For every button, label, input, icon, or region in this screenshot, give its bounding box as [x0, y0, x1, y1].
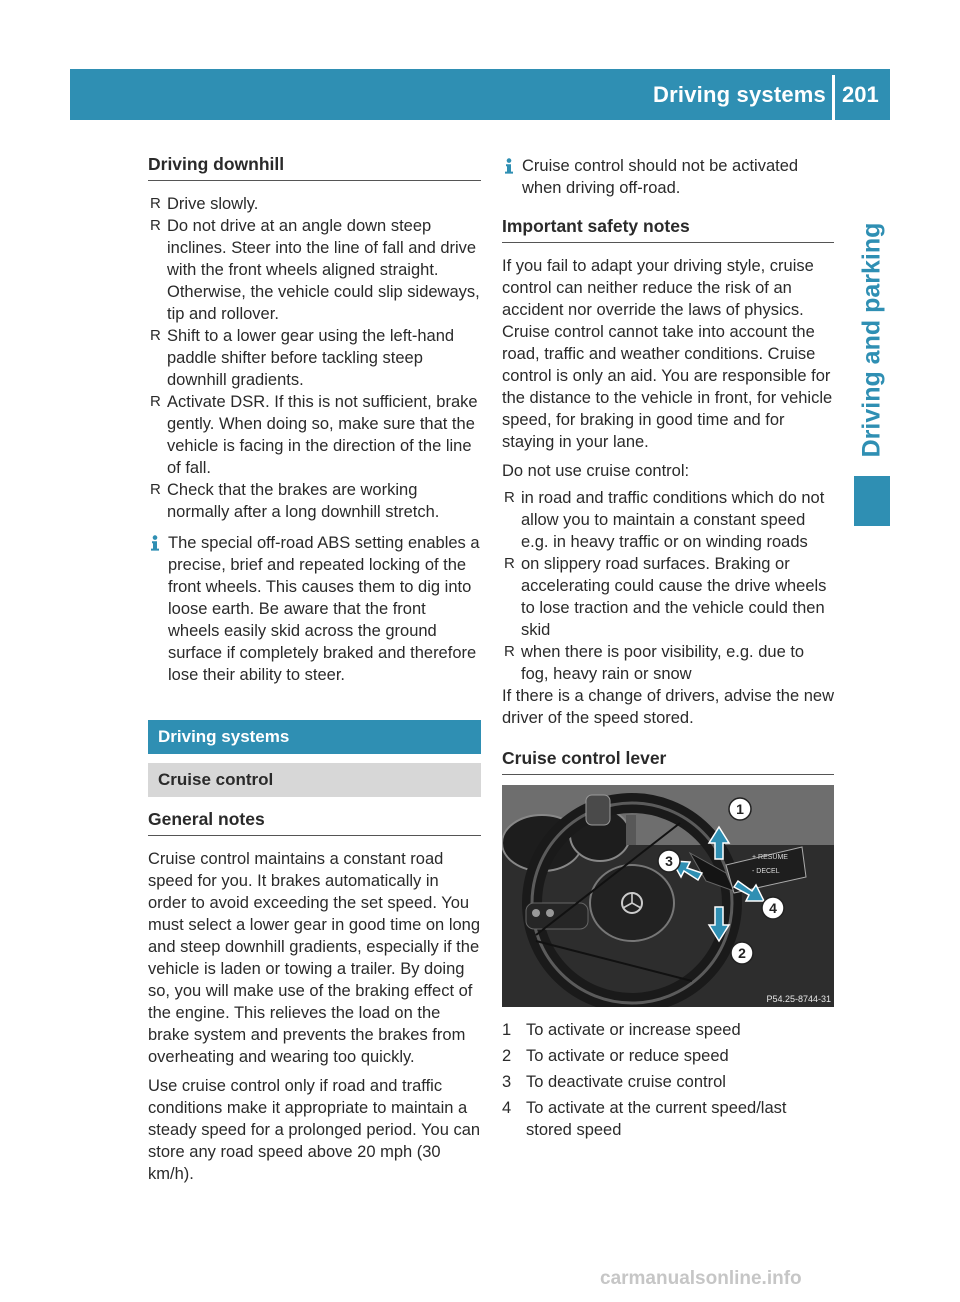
- caption-number: 4: [502, 1099, 512, 1117]
- safety-paragraph: If you fail to adapt your driving style, cruise control can neither reduce the risk of an accident nor override the laws of physics. Cruise control cannot take into account the road, traffic and weather conditions. Cruise control is only an aid. You are responsible for the distance to the vehicle in front, for vehicle speed, for braking in good time and for staying in your lane.: [502, 257, 833, 451]
- bullet-text: Drive slowly.: [167, 195, 259, 213]
- callout-2: [731, 942, 753, 964]
- bullet-text: Check that the brakes are working normally after a long downhill stretch.: [167, 481, 440, 521]
- info-icon: [148, 535, 162, 551]
- info-icon: [502, 158, 516, 174]
- callout-4: [762, 897, 784, 919]
- caption-item: [502, 1019, 834, 1041]
- watermark: carmanualsonline.info: [600, 1268, 802, 1289]
- cruise-section: [148, 720, 481, 1185]
- bullet-item: [148, 193, 481, 215]
- bullet-glyph: R: [150, 217, 161, 234]
- cruise-lever-heading: Cruise control lever: [502, 746, 834, 775]
- side-tab-marker: [854, 476, 890, 526]
- driving-downhill-heading: Driving downhill: [148, 152, 481, 181]
- caption-item: [502, 1045, 834, 1067]
- bullet-glyph: R: [150, 195, 161, 212]
- svg-text:3: 3: [665, 853, 673, 869]
- general-notes-paragraph: Use cruise control only if road and traffic conditions make it appropriate to maintain a steady speed for a prolonged period. You can store any road speed above 20 mph (30 km/h).: [148, 1077, 481, 1183]
- general-notes-paragraph: Cruise control maintains a constant road speed for you. It brakes automatically in order to avoid exceeding the set speed. You must select a lower gear in good time on long and steep downhill gradients, especially if the vehicle is laden or towing a trailer. By doing so, you will make use of the braking effect of the engine. This relieves the load on the brake system and prevents the brakes from overheating and wearing too quickly.: [148, 850, 481, 1066]
- svg-text:2: 2: [738, 945, 746, 961]
- header-divider: [832, 75, 835, 120]
- page-number: 201: [842, 82, 879, 107]
- bullet-text: Shift to a lower gear using the left-hand paddle shifter before tackling steep downhill gradients.: [167, 327, 455, 389]
- bullet-text: Activate DSR. If this is not sufficient, brake gently. When doing so, make sure that the vehicle is facing in the direction of the line of fall.: [167, 393, 478, 477]
- bullet-glyph: R: [504, 555, 515, 572]
- figure-code: P54.25-8744-31: [766, 994, 831, 1004]
- page-header-title: Driving systems: [653, 82, 826, 107]
- bullet-item: [502, 641, 834, 685]
- lever-label-decel: - DECEL: [752, 868, 780, 875]
- caption-item: [502, 1071, 834, 1093]
- lever-label-resume: + RESUME: [752, 854, 788, 861]
- abs-note-text: The special off-road ABS setting enables a precise, brief and repeated locking of the front wheels. This causes them to dig into loose earth. Be aware that the front wheels easily skid across the ground surface if completely braked and therefore lose their ability to steer.: [168, 534, 480, 684]
- right-column: [502, 155, 834, 1141]
- caption-text: To activate or increase speed: [526, 1021, 741, 1039]
- svg-text:1: 1: [736, 801, 744, 817]
- bullet-glyph: R: [504, 489, 515, 506]
- bullet-glyph: R: [150, 481, 161, 498]
- bullet-text: in road and traffic conditions which do not allow you to maintain a constant speed e.g. in heavy traffic or on winding roads: [521, 489, 825, 551]
- bullet-item: [148, 391, 481, 479]
- caption-number: 1: [502, 1021, 512, 1039]
- header-bar: [70, 69, 890, 120]
- side-tab-label: Driving and parking: [857, 222, 886, 458]
- caption-text: To deactivate cruise control: [526, 1073, 726, 1091]
- bullet-text: on slippery road surfaces. Braking or accelerating could cause the drive wheels to lose traction and the vehicle could then skid: [521, 555, 827, 639]
- caption-number: 3: [502, 1073, 512, 1091]
- safety-paragraph: Do not use cruise control:: [502, 462, 690, 480]
- general-notes-heading: General notes: [148, 807, 481, 836]
- bullet-text: when there is poor visibility, e.g. due to fog, heavy rain or snow: [521, 643, 805, 683]
- bullet-item: [148, 325, 481, 391]
- callout-1: [729, 798, 751, 820]
- offroad-note-text: Cruise control should not be activated when driving off-road.: [522, 157, 799, 197]
- offroad-info-note: [502, 155, 834, 199]
- bullet-glyph: R: [504, 643, 515, 660]
- left-column: [148, 152, 481, 686]
- bullet-item: [148, 215, 481, 325]
- bullet-item: [502, 487, 834, 553]
- caption-text: To activate or reduce speed: [526, 1047, 729, 1065]
- caption-text: To activate at the current speed/last stored speed: [526, 1099, 787, 1139]
- section-band-driving-systems: Driving systems: [148, 720, 481, 754]
- bullet-item: [502, 553, 834, 641]
- svg-text:4: 4: [769, 900, 777, 916]
- bullet-item: [148, 479, 481, 523]
- abs-info-note: [148, 532, 481, 686]
- safety-paragraph: If there is a change of drivers, advise the new driver of the speed stored.: [502, 687, 835, 727]
- callout-3: [658, 850, 680, 872]
- caption-number: 2: [502, 1047, 512, 1065]
- cruise-lever-illustration: [502, 785, 834, 1007]
- bullet-glyph: R: [150, 393, 161, 410]
- bullet-text: Do not drive at an angle down steep inclines. Steer into the line of fall and drive with the front wheels aligned straight. Otherwise, the vehicle could slip sideways, tip and rollover.: [167, 217, 480, 323]
- bullet-glyph: R: [150, 327, 161, 344]
- caption-item: [502, 1097, 834, 1141]
- subsection-band-cruise-control: Cruise control: [148, 763, 481, 797]
- cruise-lever-figure: [502, 785, 834, 1007]
- safety-notes-heading: Important safety notes: [502, 214, 834, 243]
